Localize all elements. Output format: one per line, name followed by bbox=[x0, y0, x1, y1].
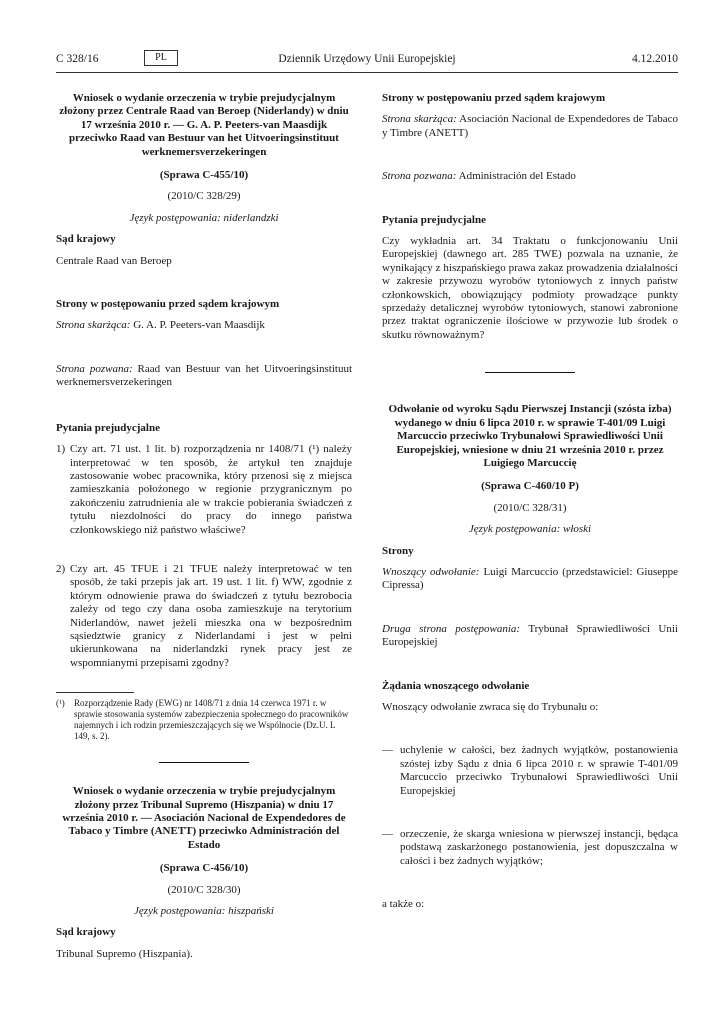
issue-date: 4.12.2010 bbox=[632, 53, 678, 65]
claimant-name: G. A. P. Peeters-van Maasdijk bbox=[133, 319, 265, 332]
other-party bbox=[382, 623, 678, 650]
case-reference: (2010/C 328/31) bbox=[493, 501, 567, 514]
section-heading: Żądania wnoszącego odwołanie bbox=[382, 679, 530, 692]
claimant bbox=[382, 113, 678, 140]
case-number: (Sprawa C-456/10) bbox=[159, 862, 249, 875]
defendant-label: Strona pozwana: bbox=[56, 362, 133, 375]
claim-item bbox=[382, 744, 678, 798]
question-number: 1) bbox=[56, 443, 66, 456]
case-language: Język postępowania: włoski bbox=[468, 523, 592, 536]
section-heading: Strony bbox=[382, 544, 414, 557]
page-header bbox=[56, 50, 678, 72]
dash-mark: — bbox=[382, 828, 393, 840]
question-number: 2) bbox=[56, 562, 66, 575]
claims-also: a także o: bbox=[382, 898, 425, 911]
claimant-label: Strona skarżąca: bbox=[382, 113, 457, 126]
section-heading: Pytania prejudycjalne bbox=[56, 421, 160, 434]
question-text: Czy wykładnia art. 34 Traktatu o funkcjonowaniu Unii Europejskiej (dawnego art. 285 TWE) pozwala na uznanie, że wynikający z hiszpańskiego prawa zakaz prowadzenia działalności w zakresie przywozu wyrobów tytoniowych z innych państw członkowskich, obowiązujący podmioty prowadzące punkty sprzedaży detalicznej wyrobów tytoniowych, stanowi zabronione przez traktat ograniczenie ilościowe w przywozie lub środek o skutku równoważnym? bbox=[382, 235, 678, 341]
national-court: Centrale Raad van Beroep bbox=[56, 254, 172, 267]
section-heading: Strony w postępowaniu przed sądem krajowym bbox=[56, 298, 280, 311]
claim-text: orzeczenie, że skarga wniesiona w pierwszej instancji, będąca podstawą zaskarżonego postanowienia, jest dopuszczalna w całości i bez żadnych wyjątków; bbox=[400, 828, 678, 867]
claim-item bbox=[382, 828, 678, 868]
dash-mark: — bbox=[382, 744, 393, 757]
journal-title: Dziennik Urzędowy Unii Europejskiej bbox=[278, 53, 456, 65]
other-party-label: Druga strona postępowania: bbox=[382, 622, 521, 635]
appellant bbox=[382, 566, 678, 593]
appellant-label: Wnoszący odwołanie: bbox=[382, 565, 480, 578]
case-language: Język postępowania: hiszpański bbox=[134, 905, 274, 918]
defendant bbox=[56, 363, 352, 390]
question-text: Czy art. 45 TFUE i 21 TFUE należy interpretować w ten sposób, że taki przepis jak art. 19 ust. 1 lit. f) WW, zgodnie z którym odnowienie prawa do świadczeń z tytułu bezrobocia zależy od tego czy dana osoba zamieszkuje na terytorium Niderlandów, nawet jeżeli mieszka ona w bezpośrednim sąsiedztwie granicy z Niderlandami i jest w pełni ukierunkowana na niderlandzki rynek pracy jest ze wspomnianymi przepisami zgodny? bbox=[70, 562, 352, 669]
question-item bbox=[56, 443, 352, 537]
question-item bbox=[56, 563, 352, 670]
national-court: Tribunal Supremo (Hiszpania). bbox=[56, 947, 193, 960]
defendant-name: Raad van Bestuur van het Uitvoeringsinstituut werknemersverzekeringen bbox=[56, 362, 353, 389]
footnote bbox=[56, 698, 352, 742]
header-rule bbox=[56, 72, 678, 73]
case-title: Odwołanie od wyroku Sądu Pierwszej Instancji (szósta izba) wydanego w dniu 6 lipca 2010 r. w sprawie T-401/09 Luigi Marcuccio przeciwko Trybunałowi Sprawiedliwości Unii Europejskiej, wniesione w dniu 21 września 2010 r. przez Luigiego Marcuccię bbox=[388, 403, 672, 469]
defendant bbox=[382, 170, 678, 183]
case-number: (Sprawa C-460/10 P) bbox=[481, 480, 579, 493]
footnote-text: Rozporządzenie Rady (EWG) nr 1408/71 z dnia 14 czerwca 1971 r. w sprawie stosowania systemów zabezpieczenia społecznego do pracowników najemnych i ich rodzin przemieszczających się we Wspólnocie (Dz.U. L 149, s. 2). bbox=[74, 698, 349, 742]
claim-text: uchylenie w całości, bez żadnych wyjątków, postanowienia szóstej izby Sądu z dnia 6 lipca 2010 r. w sprawie T-401/09 Marcuccio przeciwko Trybunałowi Sprawiedliwości Unii Europejskiej bbox=[400, 744, 678, 797]
case-language: Język postępowania: niderlandzki bbox=[129, 211, 279, 224]
case-title: Wniosek o wydanie orzeczenia w trybie prejudycjalnym złożony przez Centrale Raad van Beroep (Niderlandy) w dniu 17 września 2010 r. — G. A. P. Peeters-van Maasdijk przeciwko Raad van Bestuur van het Uitvoeringsinstituut werknemersverzekeringen bbox=[59, 92, 349, 158]
section-heading: Strony w postępowaniu przed sądem krajowym bbox=[382, 92, 606, 104]
journal-code: C 328/16 bbox=[56, 53, 99, 65]
appellant-name: Luigi Marcuccio (przedstawiciel: Giuseppe Cipressa) bbox=[382, 565, 679, 592]
claims-intro: Wnoszący odwołanie zwraca się do Trybunału o: bbox=[382, 700, 599, 713]
left-column bbox=[56, 92, 352, 961]
defendant-label: Strona pozwana: bbox=[382, 170, 457, 183]
footnote-rule bbox=[56, 692, 134, 693]
claimant-name: Asociación Nacional de Expendedores de Tabaco y Timbre (ANETT) bbox=[382, 113, 678, 139]
claimant-label: Strona skarżąca: bbox=[56, 319, 131, 332]
case-number: (Sprawa C-455/10) bbox=[159, 169, 249, 182]
section-separator bbox=[485, 372, 575, 373]
footnote-mark: (¹) bbox=[56, 698, 65, 709]
other-party-name: Trybunał Sprawiedliwości Unii Europejskiej bbox=[382, 622, 678, 649]
section-heading: Pytania prejudycjalne bbox=[382, 213, 486, 226]
defendant-name: Administración del Estado bbox=[458, 170, 576, 183]
section-heading: Sąd krajowy bbox=[56, 926, 116, 939]
language-badge: PL bbox=[144, 50, 178, 66]
case-reference: (2010/C 328/29) bbox=[167, 190, 241, 203]
case-reference: (2010/C 328/30) bbox=[167, 883, 241, 896]
section-separator bbox=[159, 762, 249, 763]
case-title: Wniosek o wydanie orzeczenia w trybie prejudycjalnym złożony przez Tribunal Supremo (Hiszpania) w dniu 17 września 2010 r. — Asociación Nacional de Expendedores de Tabaco y Timbre (ANETT) przeciwko Administración del Estado bbox=[62, 785, 346, 851]
claimant bbox=[56, 319, 352, 332]
section-heading: Sąd krajowy bbox=[56, 233, 116, 246]
question-text: Czy art. 71 ust. 1 lit. b) rozporządzenia nr 1408/71 (¹) należy interpretować w ten sposób, że artykuł ten znajduje zastosowanie wobec pracownika, który przenosi się z miejsca zamieszkania położonego w regionie przygranicznym po zakończeniu zatrudnienia ale w trakcie pobierania świadczeń z tytułu niezdolności do pracy do innego państwa członkowskiego niż państwo właściwe? bbox=[70, 443, 352, 536]
right-column bbox=[382, 92, 678, 912]
